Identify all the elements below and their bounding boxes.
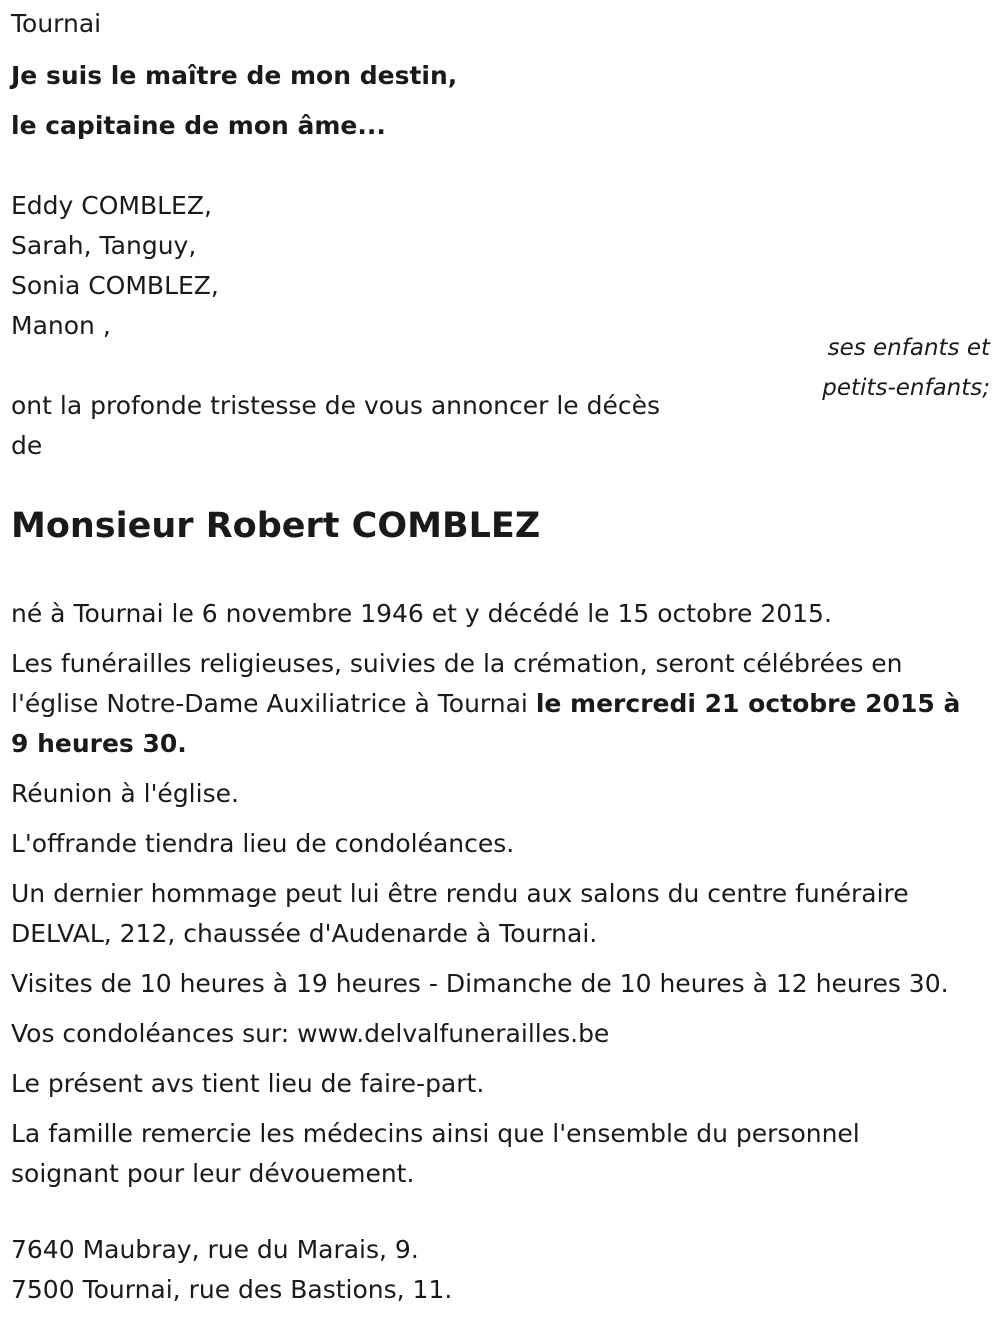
tribute-text: Un dernier hommage peut lui être rendu aux salons du centre funéraire DELVAL, 212, chaussée d'Audenarde à Tournai. [11, 879, 909, 948]
addresses-block [11, 1230, 452, 1310]
condolences-link[interactable]: www.delvalfunerailles.be [297, 1019, 610, 1048]
condolences-line [11, 1014, 986, 1054]
family-name: Sarah, Tanguy, [11, 231, 197, 260]
obituary-body [11, 594, 986, 1194]
quote-line-2: le capitaine de mon âme... [11, 111, 386, 140]
birth-death-text: né à Tournai le 6 novembre 1946 et y décédé le 15 octobre 2015. [11, 599, 832, 628]
address-line: 7640 Maubray, rue du Marais, 9. [11, 1235, 419, 1264]
announcement-line-2: de [11, 431, 43, 460]
condolences-label: Vos condoléances sur: [11, 1019, 298, 1048]
thanks-text: La famille remercie les médecins ainsi que l'ensemble du personnel soignant pour leur dévouement. [11, 1119, 860, 1188]
offering-text: L'offrande tiendra lieu de condoléances. [11, 829, 515, 858]
announcement [11, 386, 660, 466]
quote-line-1: Je suis le maître de mon destin, [11, 61, 458, 90]
announcement-line-1: ont la profonde tristesse de vous annoncer le décès [11, 391, 661, 420]
meeting-text: Réunion à l'église. [11, 779, 239, 808]
funeral-paragraph [11, 644, 986, 764]
funeral-text: Les funérailles religieuses, suivies de la crémation, seront célébrées en l'église Notre-Dame Auxiliatrice à Tournai [11, 649, 903, 718]
family-name: Eddy COMBLEZ, [11, 191, 212, 220]
address-line: 7500 Tournai, rue des Bastions, 11. [11, 1275, 453, 1304]
family-relation [822, 328, 990, 408]
city-header: Tournai [11, 9, 102, 38]
family-names-list [11, 186, 219, 346]
relation-line-2: petits-enfants; [822, 375, 990, 401]
notice-text: Le présent avs tient lieu de faire-part. [11, 1069, 485, 1098]
family-name: Sonia COMBLEZ, [11, 271, 219, 300]
family-name: Manon , [11, 311, 111, 340]
deceased-name: Monsieur Robert COMBLEZ [11, 506, 541, 546]
visits-text: Visites de 10 heures à 19 heures - Dimanche de 10 heures à 12 heures 30. [11, 969, 949, 998]
funeral-date: le mercredi 21 octobre 2015 à 9 heures 30. [11, 689, 961, 758]
relation-line-1: ses enfants et [827, 335, 990, 361]
